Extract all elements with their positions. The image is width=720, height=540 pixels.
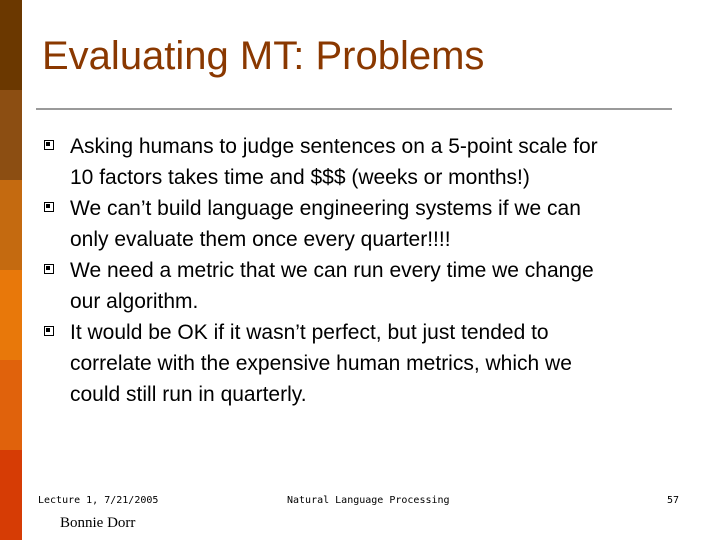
sidebar-band bbox=[0, 270, 22, 360]
checkbox-bullet-icon bbox=[44, 202, 54, 212]
author-name: Bonnie Dorr bbox=[60, 515, 136, 531]
slide-title: Evaluating MT: Problems bbox=[42, 34, 485, 78]
sidebar-band bbox=[0, 360, 22, 450]
bullet-item bbox=[44, 193, 674, 255]
bullet-item bbox=[44, 255, 674, 317]
sidebar-band bbox=[0, 180, 22, 270]
title-divider bbox=[36, 108, 672, 110]
bullet-text-line: We can’t build language engineering systems if we can bbox=[70, 197, 581, 220]
bullet-text-line: 10 factors takes time and $$$ (weeks or months!) bbox=[70, 166, 530, 189]
sidebar-band bbox=[0, 450, 22, 540]
bullet-text-line: our algorithm. bbox=[70, 290, 199, 313]
checkbox-bullet-icon bbox=[44, 264, 54, 274]
sidebar-band bbox=[0, 90, 22, 180]
bullet-text-line: only evaluate them once every quarter!!!! bbox=[70, 228, 451, 251]
footer-lecture-date: Lecture 1, 7/21/2005 bbox=[38, 495, 159, 506]
bullet-text-line: We need a metric that we can run every time we change bbox=[70, 259, 594, 282]
footer-course-name: Natural Language Processing bbox=[287, 495, 450, 506]
bullet-list bbox=[44, 131, 674, 410]
bullet-text-line: It would be OK if it wasn’t perfect, but just tended to bbox=[70, 321, 549, 344]
bullet-text-line: correlate with the expensive human metrics, which we bbox=[70, 352, 572, 375]
bullet-text-line: could still run in quarterly. bbox=[70, 383, 307, 406]
bullet-text-line: Asking humans to judge sentences on a 5-point scale for bbox=[70, 135, 598, 158]
bullet-item bbox=[44, 317, 674, 410]
page-number: 57 bbox=[666, 495, 679, 506]
bullet-item bbox=[44, 131, 674, 193]
checkbox-bullet-icon bbox=[44, 140, 54, 150]
checkbox-bullet-icon bbox=[44, 326, 54, 336]
sidebar-band bbox=[0, 0, 22, 90]
